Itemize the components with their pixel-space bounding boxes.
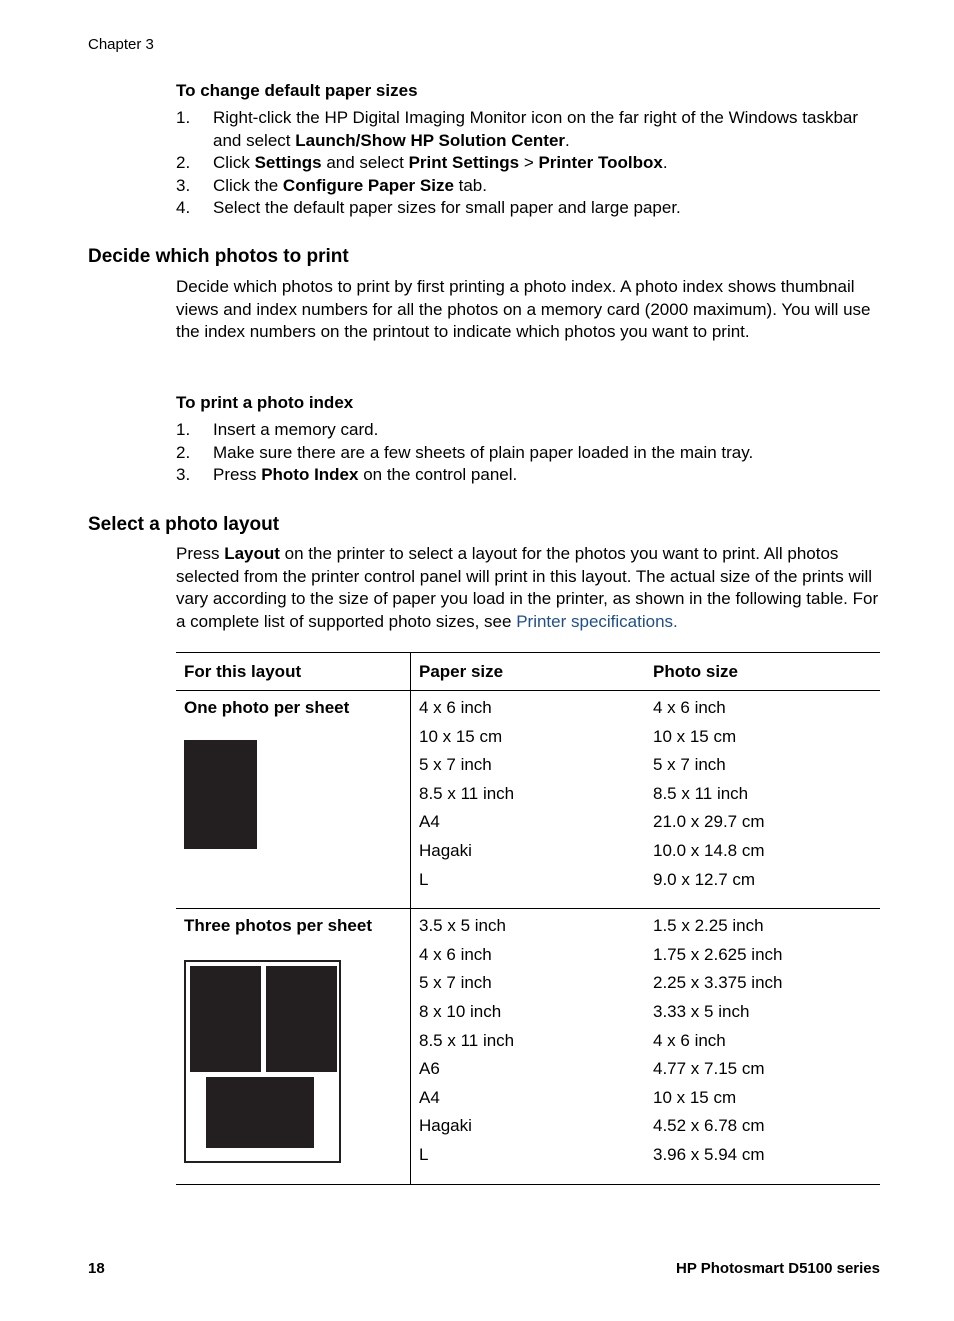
- column-header-layout: For this layout: [176, 653, 411, 691]
- column-header-photo-size: Photo size: [645, 653, 880, 691]
- step-item: [176, 442, 880, 465]
- step-number: 1.: [176, 420, 191, 439]
- layout-table: [176, 652, 880, 1185]
- size-value: L: [419, 1144, 429, 1164]
- size-value: 1.75 x 2.625 inch: [653, 944, 783, 964]
- photo-block-icon: [190, 966, 261, 1072]
- size-value: 8.5 x 11 inch: [653, 783, 749, 803]
- size-value: 3.5 x 5 inch: [419, 916, 506, 936]
- step-text: Insert a memory card.: [213, 420, 379, 439]
- step-number: 3.: [176, 175, 191, 195]
- layout-button-name: Layout: [224, 544, 280, 563]
- paper-size-list: [419, 916, 645, 1173]
- layout-text-press: Press: [176, 544, 225, 563]
- step-text: .: [565, 130, 570, 150]
- section-heading-layout: Select a photo layout: [88, 514, 280, 535]
- layout-cell: [176, 691, 411, 909]
- chapter-header: Chapter 3: [88, 36, 154, 53]
- layout-paragraph: [176, 543, 882, 633]
- size-value: 3.33 x 5 inch: [653, 1001, 750, 1021]
- step-number: 4.: [176, 198, 191, 217]
- size-value: Hagaki: [419, 1116, 472, 1136]
- size-value: 4 x 6 inch: [653, 698, 726, 717]
- layout-text-end: .: [673, 611, 678, 631]
- step-text-bold: Launch/Show HP Solution Center: [295, 130, 566, 150]
- size-value: 8.5 x 11 inch: [419, 783, 515, 803]
- paper-size-list: [419, 698, 645, 898]
- procedure-title-photo-index: To print a photo index: [176, 393, 354, 412]
- photo-size-list: [653, 916, 880, 1173]
- size-value: 5 x 7 inch: [653, 755, 726, 775]
- layout-text-main: on the printer to select a layout for the photos you want to print. All photos selected from the printer control panel will print in this layout. The actual size of the prints will vary according to the size of paper you load in the printer, as shown in the following table. For a complete list of supported photo sizes, see: [176, 544, 879, 631]
- size-value: 5 x 7 inch: [419, 973, 492, 993]
- step-text: Right-click the HP Digital Imaging Monitor icon on the far right of the Windows taskbar and select: [213, 108, 859, 150]
- size-value: 4.52 x 6.78 cm: [653, 1116, 765, 1136]
- photo-size-list: [653, 698, 880, 898]
- size-value: 5 x 7 inch: [419, 755, 492, 775]
- layout-name: One photo per sheet: [184, 698, 350, 717]
- size-value: Hagaki: [419, 840, 472, 860]
- size-value: 21.0 x 29.7 cm: [653, 812, 765, 832]
- step-number: 2.: [176, 442, 191, 462]
- paper-size-cell: [411, 691, 646, 909]
- step-text: Press: [213, 465, 262, 484]
- photo-index-steps: [176, 419, 880, 487]
- size-value: A6: [419, 1059, 440, 1079]
- step-text-bold: Printer Toolbox: [538, 153, 663, 172]
- layout-name: Three photos per sheet: [184, 916, 372, 936]
- paper-size-steps: [176, 107, 880, 220]
- section-heading-decide: Decide which photos to print: [88, 246, 349, 267]
- step-text: >: [519, 153, 539, 172]
- photo-block-icon: [266, 966, 337, 1072]
- product-name: HP Photosmart D5100 series: [676, 1260, 880, 1277]
- table-row: [176, 909, 880, 1185]
- paper-size-cell: [411, 909, 646, 1185]
- step-text-bold: Configure Paper Size: [282, 175, 454, 195]
- procedure-title-paper-sizes: To change default paper sizes: [176, 81, 418, 100]
- step-item: [176, 152, 880, 175]
- photo-size-cell: [645, 909, 880, 1185]
- step-text-bold: Settings: [254, 153, 322, 172]
- size-value: 10 x 15 cm: [653, 1087, 737, 1107]
- step-number: 1.: [176, 108, 191, 127]
- step-item: [176, 107, 880, 152]
- one-photo-layout-icon: [184, 740, 257, 849]
- size-value: A4: [419, 812, 440, 832]
- layout-cell: [176, 909, 411, 1185]
- size-value: 10 x 15 cm: [419, 726, 503, 746]
- step-number: 3.: [176, 465, 191, 484]
- printer-specifications-link[interactable]: Printer specifications: [516, 611, 674, 631]
- size-value: 2.25 x 3.375 inch: [653, 973, 783, 993]
- table-row: [176, 691, 880, 909]
- size-value: 10 x 15 cm: [653, 726, 737, 746]
- step-text: and select: [321, 153, 409, 172]
- size-value: 8 x 10 inch: [419, 1001, 502, 1021]
- step-text: Select the default paper sizes for small paper and large paper.: [213, 198, 681, 217]
- step-item: [176, 175, 880, 198]
- size-value: 4 x 6 inch: [419, 698, 492, 717]
- step-text: Click the: [213, 175, 283, 195]
- size-value: 8.5 x 11 inch: [419, 1030, 515, 1050]
- page-number: 18: [88, 1260, 105, 1277]
- photo-size-cell: [645, 691, 880, 909]
- step-text: Click: [213, 153, 255, 172]
- step-text: .: [662, 153, 668, 172]
- size-value: 10.0 x 14.8 cm: [653, 840, 765, 860]
- size-value: A4: [419, 1087, 440, 1107]
- size-value: 4 x 6 inch: [419, 944, 492, 964]
- photo-block-icon: [206, 1077, 314, 1148]
- three-photos-layout-icon: [184, 960, 341, 1163]
- size-value: L: [419, 869, 429, 889]
- step-item: [176, 464, 880, 487]
- size-value: 4.77 x 7.15 cm: [653, 1059, 765, 1079]
- column-header-paper-size: Paper size: [411, 653, 646, 691]
- step-item: [176, 197, 880, 220]
- step-text: tab.: [453, 175, 487, 195]
- size-value: 1.5 x 2.25 inch: [653, 916, 764, 936]
- size-value: 3.96 x 5.94 cm: [653, 1144, 765, 1164]
- size-value: 4 x 6 inch: [653, 1030, 726, 1050]
- step-number: 2.: [176, 153, 191, 172]
- step-text: on the control panel.: [358, 465, 518, 484]
- table-header-row: [176, 653, 880, 691]
- step-item: [176, 419, 880, 442]
- step-text-bold: Photo Index: [261, 465, 359, 484]
- size-value: 9.0 x 12.7 cm: [653, 869, 756, 889]
- decide-paragraph: Decide which photos to print by first printing a photo index. A photo index shows thumbnail views and index numbers for all the photos on a memory card (2000 maximum). You will use the index numbers on the printout to indicate which photos you want to print.: [176, 277, 871, 341]
- step-text: Make sure there are a few sheets of plain paper loaded in the main tray.: [213, 442, 754, 462]
- step-text-bold: Print Settings: [408, 153, 520, 172]
